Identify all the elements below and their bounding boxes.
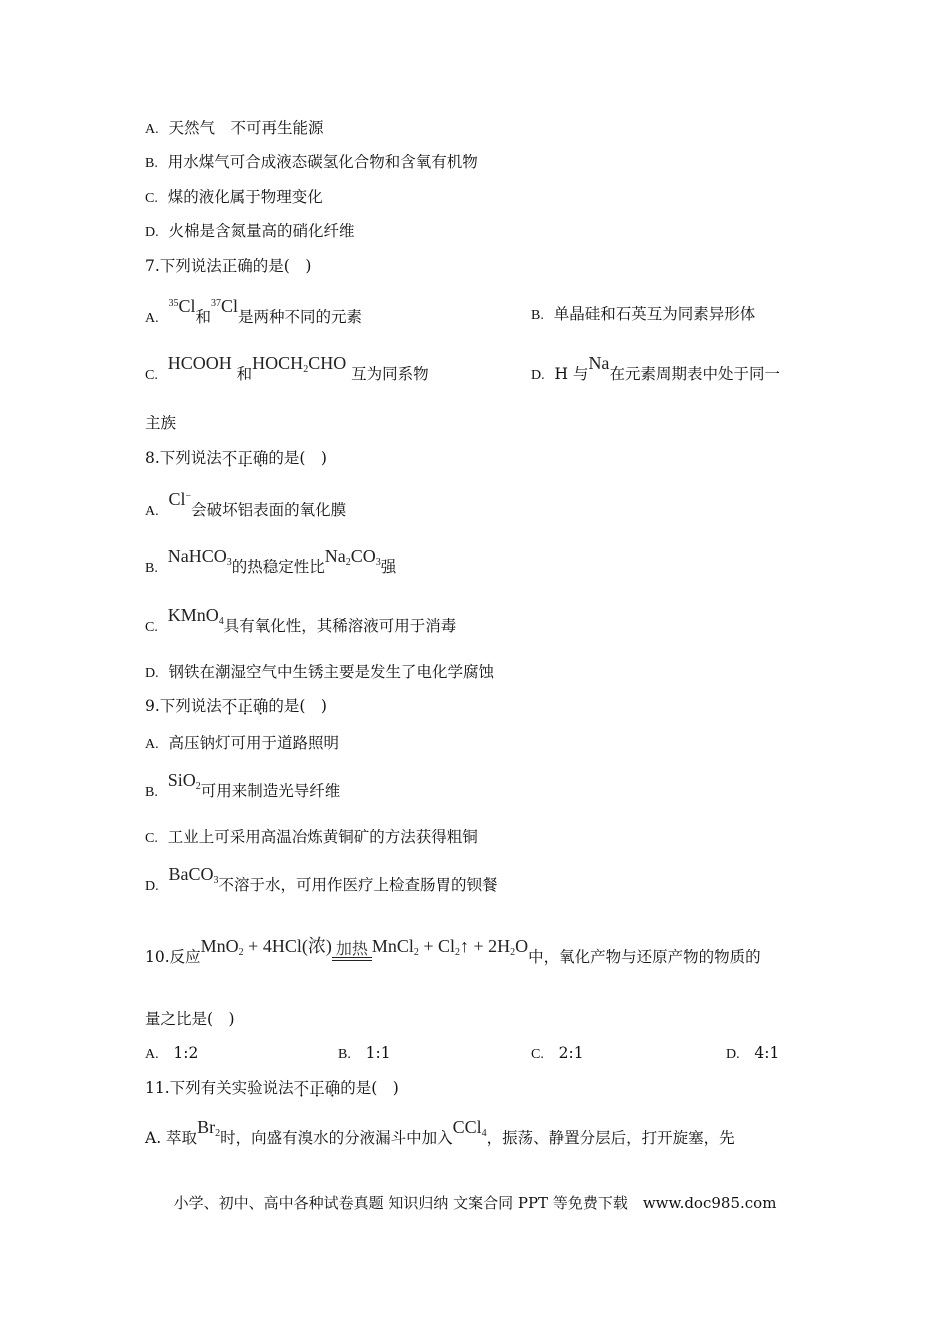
emphasis-dot-char: 不 bbox=[293, 1079, 310, 1097]
q7-option-c: C. HCOOH 和$HOCH_2CHO$ 互为同系物 bbox=[145, 353, 429, 383]
q10-option-d: D. 4:1 bbox=[726, 1044, 780, 1062]
formic-acid-formula: HCOOH bbox=[167, 353, 232, 373]
emphasis-dot-char: 确 bbox=[252, 449, 269, 467]
q7-option-d: D. H 与Na在元素周期表中处于同一 bbox=[531, 353, 780, 383]
q6-option-c: C. 煤的液化属于物理变化 bbox=[145, 188, 323, 206]
emphasis-dot-char: 不 bbox=[221, 449, 238, 467]
potassium-permanganate-formula: KMnO$_4$ bbox=[167, 605, 224, 627]
q9-option-a: A. 高压钠灯可用于道路照明 bbox=[145, 734, 339, 752]
reaction-equation: MnO$_2$ + 4HCl(浓) bbox=[200, 936, 332, 958]
q10-option-b: B. 1:1 bbox=[338, 1044, 391, 1062]
emphasis-dot-char: 确 bbox=[252, 697, 269, 715]
silicon-dioxide-formula: SiO$_2$ bbox=[167, 770, 201, 792]
chloride-ion-formula: Cl− bbox=[168, 489, 192, 509]
q10-stem: 10.反应MnO$_2$ + 4HCl(浓) 加热 MnCl$_2$ + $Cl_2↑ + 2H_2O$中，氧化产物与还原产物的物质的 bbox=[145, 936, 761, 966]
reaction-products: MnCl$_2$ + $Cl_2↑ + 2H_2O$ bbox=[371, 936, 529, 958]
heating-condition-arrow: 加热 bbox=[332, 941, 372, 961]
chlorine-35-formula: $^{35}$Cl bbox=[168, 296, 196, 316]
emphasis-dot-char: 正 bbox=[237, 697, 253, 715]
emphasis-dot-char: 正 bbox=[237, 449, 253, 467]
q11-stem: 11.下列有关实验说法不正确的是( ) bbox=[145, 1079, 399, 1097]
emphasis-dot-char: 不 bbox=[221, 697, 238, 715]
q8-option-d: D. 钢铁在潮湿空气中生锈主要是发生了电化学腐蚀 bbox=[145, 663, 494, 681]
q7-stem: 7.下列说法正确的是( ) bbox=[145, 257, 312, 275]
carbon-tetrachloride-formula: CCl$_4$ bbox=[452, 1117, 487, 1139]
q8-stem: 8.下列说法不正确的是( ) bbox=[145, 449, 327, 467]
q6-option-a: A. 天然气 不可再生能源 bbox=[145, 119, 324, 137]
q9-stem: 9.下列说法不正确的是( ) bbox=[145, 697, 327, 715]
barium-carbonate-formula: BaCO$_3$ bbox=[168, 864, 219, 886]
chlorine-37-formula: $^{37}$Cl bbox=[211, 296, 239, 316]
q7-option-d-continuation: 主族 bbox=[145, 414, 177, 432]
q8-option-c: C. KMnO$_4$具有氧化性，其稀溶液可用于消毒 bbox=[145, 605, 457, 635]
page-footer: 小学、初中、高中各种试卷真题 知识归纳 文案合同 PPT 等免费下载 www.doc985.com bbox=[173, 1194, 777, 1212]
q7-option-a: A. $^{35}$Cl和$^{37}$Cl是两种不同的元素 bbox=[145, 296, 363, 326]
q9-option-d: D. BaCO$_3$不溶于水，可用作医疗上检查肠胃的钡餐 bbox=[145, 864, 498, 894]
sodium-symbol: Na bbox=[588, 353, 610, 373]
q9-option-c: C. 工业上可采用高温冶炼黄铜矿的方法获得粗铜 bbox=[145, 828, 478, 846]
q6-option-b: B. 用水煤气可合成液态碳氢化合物和含氧有机物 bbox=[145, 153, 478, 171]
q10-stem-continuation: 量之比是( ) bbox=[145, 1010, 235, 1028]
emphasis-dot-char: 确 bbox=[324, 1079, 341, 1097]
q8-option-b: B. NaHCO$_3$的热稳定性比$Na_2CO_3$强 bbox=[145, 546, 397, 576]
bromine-formula: $Br_2$ bbox=[197, 1117, 221, 1139]
glycolaldehyde-formula: $HOCH_2CHO$ bbox=[252, 353, 347, 375]
sodium-bicarbonate-formula: NaHCO$_3$ bbox=[167, 546, 232, 568]
q9-option-b: B. SiO$_2$可用来制造光导纤维 bbox=[145, 770, 341, 800]
q10-option-c: C. 2:1 bbox=[531, 1044, 584, 1062]
q10-option-a: A. 1:2 bbox=[145, 1044, 199, 1062]
q6-option-d: D. 火棉是含氮量高的硝化纤维 bbox=[145, 222, 355, 240]
q7-option-b: B. 单晶硅和石英互为同素异形体 bbox=[531, 305, 756, 323]
q11-option-a: A. 萃取$Br_2$时，向盛有溴水的分液漏斗中加入CCl$_4$，振荡、静置分层后，打开旋塞，先 bbox=[145, 1117, 735, 1147]
q8-option-a: A. Cl−会破坏铝表面的氧化膜 bbox=[145, 489, 347, 519]
sodium-carbonate-formula: $Na_2CO_3$ bbox=[324, 546, 381, 568]
emphasis-dot-char: 正 bbox=[309, 1079, 325, 1097]
